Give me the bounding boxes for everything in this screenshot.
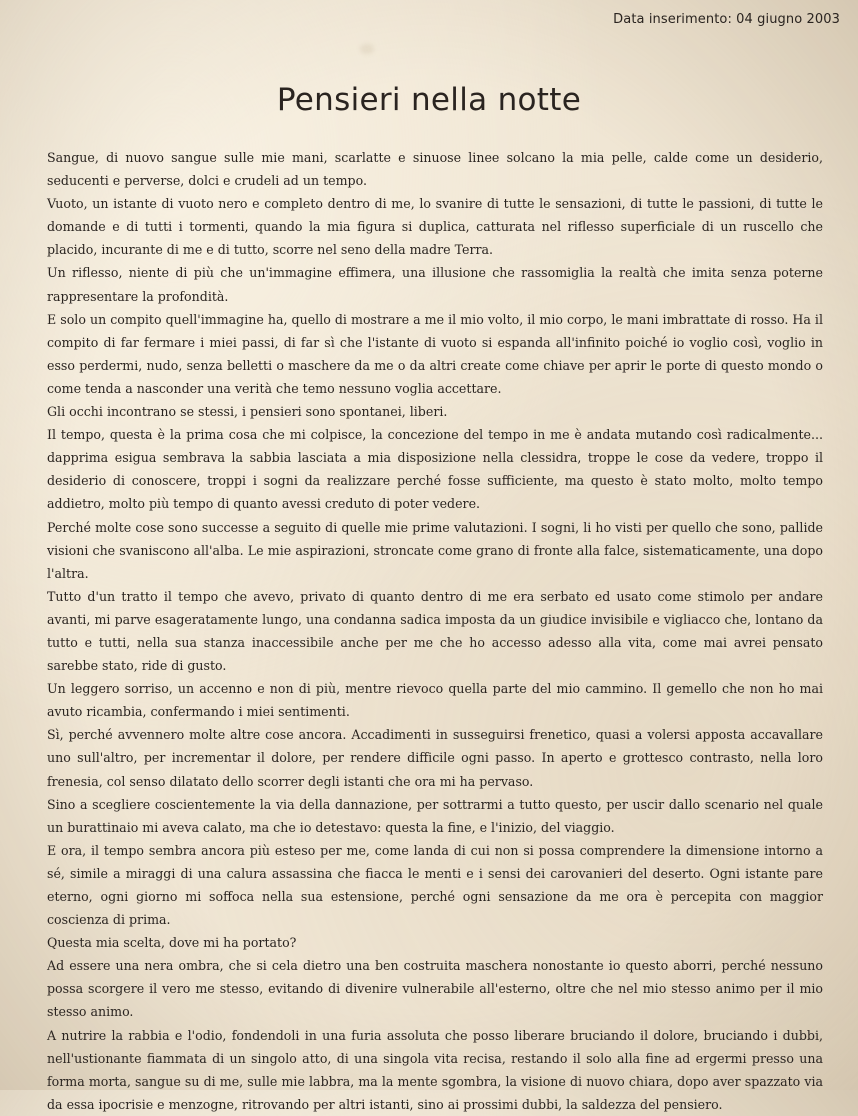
paragraph: Sangue, di nuovo sangue sulle mie mani, scarlatte e sinuose linee solcano la mia pelle, calde come un desiderio, seducenti e perverse, dolci e crudeli ad un tempo. <box>47 150 823 189</box>
page-title: Pensieri nella notte <box>276 82 582 118</box>
paragraph: Un leggero sorriso, un accenno e non di più, mentre rievoco quella parte del mio cammino. Il gemello che non ho mai avuto ricambia, confermando i miei sentimenti. <box>47 681 823 720</box>
paragraph: A nutrire la rabbia e l'odio, fondendoli in una furia assoluta che posso liberare bruciando il dolore, bruciando i dubbi, nell'ustionante fiammata di un singolo atto, di una singola vita recisa, restando il solo alla fine ad ergermi presso una forma morta, sangue su di me, sulle mie labbra, ma la mente sgombra, la visione di nuovo chiara, dopo aver spazzato via da essa ipocrisie e menzogne, ritrovando per altri istanti, sino ai prossimi dubbi, la saldezza del pensiero. <box>47 1027 823 1112</box>
paragraph: Sì, perché avvennero molte altre cose ancora. Accadimenti in susseguirsi frenetico, quasi a volersi apposta accavallare uno sull'altro, per incrementar il dolore, per rendere difficile ogni passo. In aperto e grottesco contrasto, nella loro frenesia, col senso dilatato dello scorrer degli istanti che ora mi ha pervaso. <box>47 727 823 789</box>
paragraph: Perché molte cose sono successe a seguito di quelle mie prime valutazioni. I sogni, li ho visti per quello che sono, pallide visioni che svaniscono all'alba. Le mie aspirazioni, stroncate come grano di fronte alla falce, sistematicamente, una dopo l'altra. <box>47 519 823 581</box>
article-body <box>47 146 823 1116</box>
paragraph: Vuoto, un istante di vuoto nero e completo dentro di me, lo svanire di tutte le sensazioni, di tutte le passioni, di tutte le domande e di tutti i tormenti, quando la mia figura si duplica, catturata nel riflesso superficiale di un ruscello che placido, incurante di me e di tutto, scorre nel seno della madre Terra. <box>47 196 823 258</box>
paragraph: Questa mia scelta, dove mi ha portato? <box>47 935 297 951</box>
paragraph: E solo un compito quell'immagine ha, quello di mostrare a me il mio volto, il mio corpo, le mani imbrattate di rosso. Ha il compito di far fermare i miei passi, di far sì che l'istante di vuoto si espanda all'infinito poiché io voglio così, voglio in esso perdermi, nudo, senza belletti o maschere da me o da altri create come chiave per aprir le porte di questo mondo o come tenda a nasconder una verità che temo nessuno voglia accettare. <box>47 311 823 396</box>
paper-stain <box>360 44 374 54</box>
paragraph: E ora, il tempo sembra ancora più esteso per me, come landa di cui non si possa comprendere la dimensione intorno a sé, simile a miraggi di una calura assassina che fiacca le menti e i sensi dei carovanieri del deserto. Ogni istante pare eterno, ogni giorno mi soffoca nella sua estensione, perché ogni sensazione da me ora è percepita con maggior coscienza di prima. <box>47 842 823 928</box>
paragraph: Gli occhi incontrano se stessi, i pensieri sono spontanei, liberi. <box>47 404 448 420</box>
date-inserted: Data inserimento: 04 giugno 2003 <box>613 12 840 27</box>
paragraph: Sino a scegliere coscientemente la via della dannazione, per sottrarmi a tutto questo, per uscir dallo scenario nel quale un burattinaio mi aveva calato, ma che io detestavo: questa la fine, e l'inizio, del viaggio. <box>47 796 823 835</box>
paragraph: Il tempo, questa è la prima cosa che mi colpisce, la concezione del tempo in me è andata mutando così radicalmente... dapprima esigua sembrava la sabbia lasciata a mia disposizione nella clessidra, troppe le cose da vedere, troppo il desiderio di conoscere, troppi i sogni da realizzare perché fosse sufficiente, ma questo è stato molto, molto tempo addietro, molto più tempo di quanto avessi creduto di poter vedere. <box>47 427 823 512</box>
paragraph: Tutto d'un tratto il tempo che avevo, privato di quanto dentro di me era serbato ed usato come stimolo per andare avanti, mi parve esageratamente lungo, una condanna sadica imposta da un giudice invisibile e vigliacco che, lontano da tutto e tutti, nella sua stanza inaccessibile anche per me che ho accesso adesso alla vita, come mai avrei pensato sarebbe stato, ride di gusto. <box>47 588 823 674</box>
paragraph: Ad essere una nera ombra, che si cela dietro una ben costruita maschera nonostante io questo aborri, perché nessuno possa scorgere il vero me stesso, evitando di divenire vulnerabile all'esterno, oltre che nel mio stesso animo per il mio stesso animo. <box>47 958 823 1020</box>
paragraph: Un riflesso, niente di più che un'immagine effimera, una illusione che rassomiglia la realtà che imita senza poterne rappresentare la profondità. <box>47 265 823 304</box>
